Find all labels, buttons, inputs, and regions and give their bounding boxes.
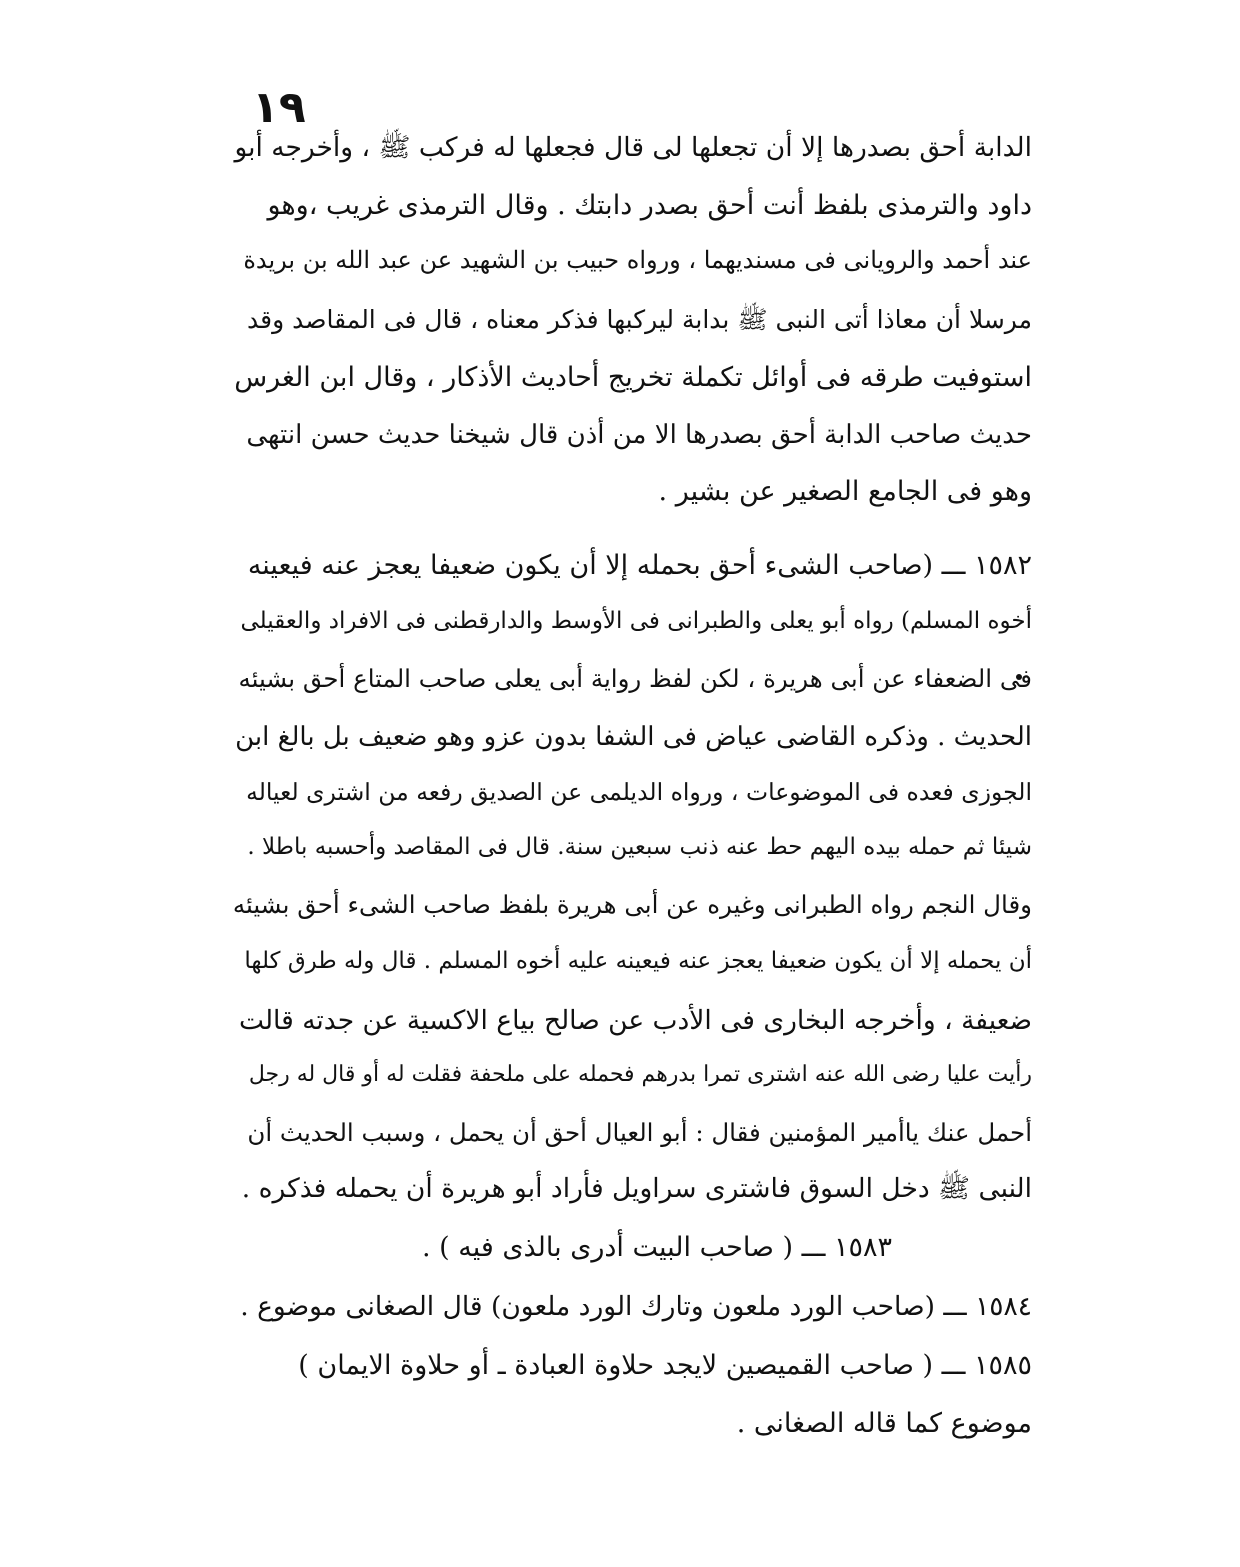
text-line: الجوزى فعده فى الموضوعات ، ورواه الديلمى عن الصديق رفعه من اشترى لعياله <box>246 778 1032 806</box>
text-line: ضعيفة ، وأخرجه البخارى فى الأدب عن صالح بياع الاكسية عن جدته قالت <box>238 1005 1032 1036</box>
text-line: مرسلا أن معاذا أتى النبى ﷺ بدابة ليركبها فذكر معناه ، قال فى المقاصد وقد <box>247 305 1032 334</box>
text-line: وقال النجم رواه الطبرانى وغيره عن أبى هريرة بلفظ صاحب الشىء أحق بشيئه <box>232 890 1032 919</box>
text-block <box>232 0 1032 1567</box>
text-line: حديث صاحب الدابة أحق بصدرها الا من أذن قال شيخنا حديث حسن انتهى <box>246 420 1032 450</box>
text-line: شيئا ثم حمله بيده اليهم حط عنه ذنب سبعين سنة. قال فى المقاصد وأحسبه باطلا . <box>247 834 1032 860</box>
text-line: أخوه المسلم) رواه أبو يعلى والطبرانى فى الأوسط والدارقطنى فى الافراد والعقيلى <box>240 608 1032 634</box>
text-line: أن يحمله إلا أن يكون ضعيفا يعجز عنه فيعينه عليه أخوه المسلم . قال وله طرق كلها <box>244 948 1032 974</box>
entry-heading: ١٥٨٢ ـــ (صاحب الشىء أحق بحمله إلا أن يكون ضعيفا يعجز عنه فيعينه <box>247 550 1032 581</box>
text-line: عند أحمد والرويانى فى مسنديهما ، ورواه حبيب بن الشهيد عن عبد الله بن بريدة <box>243 246 1032 274</box>
text-line: رأيت عليا رضى الله عنه اشترى تمرا بدرهم فحمله على ملحفة فقلت له أو قال له رجل <box>248 1062 1032 1087</box>
text-line: موضوع كما قاله الصغانى . <box>736 1408 1032 1439</box>
text-line: وهو فى الجامع الصغير عن بشير . <box>658 476 1032 507</box>
text-line: أحمل عنك ياأمير المؤمنين فقال : أبو العيال أحق أن يحمل ، وسبب الحديث أن <box>247 1118 1032 1147</box>
entry-heading: ١٥٨٣ ـــ ( صاحب البيت أدرى بالذى فيه ) . <box>421 1232 892 1263</box>
text-line: الدابة أحق بصدرها إلا أن تجعلها لى قال فجعلها له فركب ﷺ ، وأخرجه أبو <box>234 132 1032 163</box>
page-number: ١٩ <box>252 82 306 133</box>
text-line: فى الضعفاء عن أبى هريرة ، لكن لفظ رواية أبى يعلى صاحب المتاع أحق بشيئه <box>238 664 1032 693</box>
entry-heading: ١٥٨٥ ـــ ( صاحب القميصين لايجد حلاوة العبادة ـ أو حلاوة الايمان ) <box>298 1350 1032 1381</box>
text-line: النبى ﷺ دخل السوق فاشترى سراويل فأراد أبو هريرة أن يحمله فذكره . <box>241 1173 1032 1204</box>
entry-heading: ١٥٨٤ ـــ (صاحب الورد ملعون وتارك الورد ملعون) قال الصغانى موضوع . <box>240 1291 1032 1322</box>
text-line: داود والترمذى بلفظ أنت أحق بصدر دابتك . وقال الترمذى غريب ،وهو <box>267 190 1032 221</box>
text-line: استوفيت طرقه فى أوائل تكملة تخريج أحاديث الأذكار ، وقال ابن الغرس <box>234 362 1032 393</box>
text-line: الحديث . وذكره القاضى عياض فى الشفا بدون عزو وهو ضعيف بل بالغ ابن <box>235 722 1032 752</box>
